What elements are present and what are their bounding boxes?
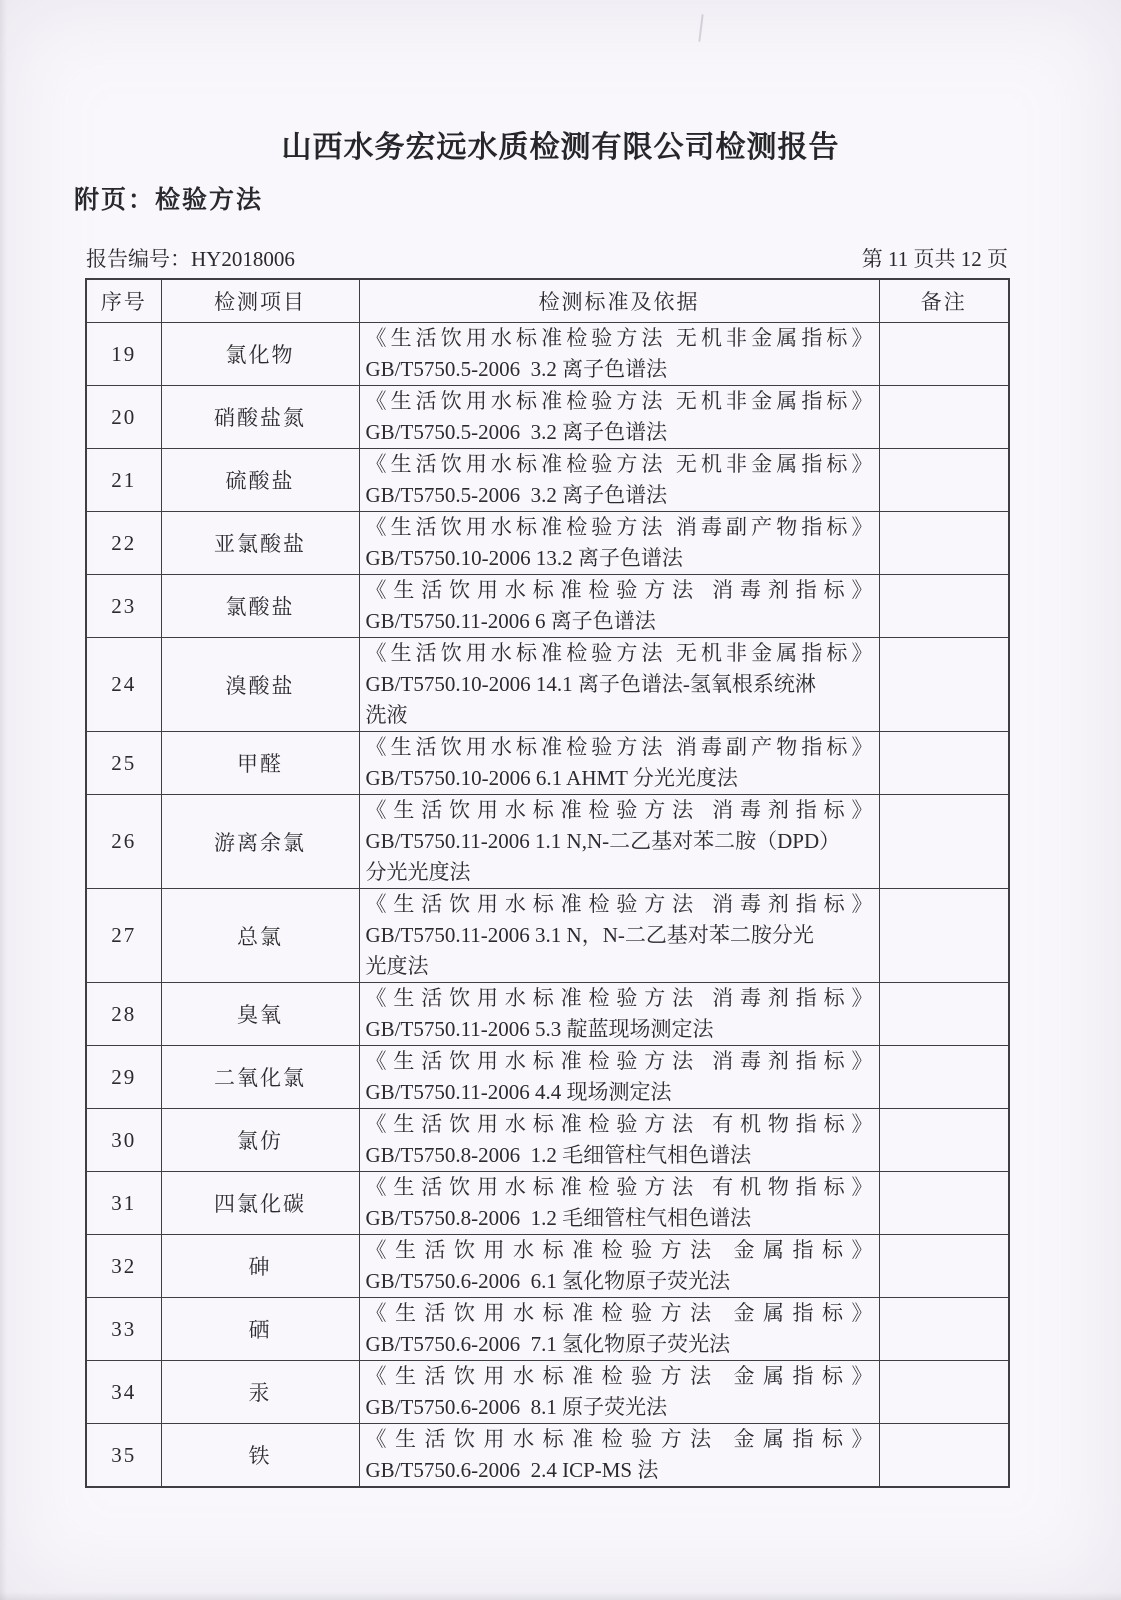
test-item-cell: 氯仿 — [161, 1109, 359, 1172]
standard-cell — [359, 889, 879, 983]
standard-cell — [359, 795, 879, 889]
remark-cell — [879, 1235, 1009, 1298]
table-header-row — [86, 279, 1009, 323]
standard-title-line: 《生活饮用水标准检验方法 消毒剂指标》 — [365, 798, 873, 822]
standard-detail-line: GB/T5750.8-2006 1.2 毛细管柱气相色谱法 — [365, 1206, 752, 1230]
test-item-cell: 甲醛 — [161, 732, 359, 795]
standard-title-line: 《生活饮用水标准检验方法 消毒副产物指标》 — [365, 515, 873, 539]
row-number-cell: 27 — [86, 889, 161, 983]
standard-detail-line: GB/T5750.8-2006 1.2 毛细管柱气相色谱法 — [365, 1143, 752, 1167]
table-row — [86, 638, 1009, 732]
table-row — [86, 1424, 1009, 1488]
appendix-label: 附页：检验方法 — [74, 186, 264, 214]
standard-title-line: 《生活饮用水标准检验方法 消毒剂指标》 — [365, 892, 873, 916]
standard-detail-line: GB/T5750.11-2006 4.4 现场测定法 — [365, 1080, 672, 1104]
standard-cell — [359, 1172, 879, 1235]
remark-cell — [879, 889, 1009, 983]
test-item-cell: 氯化物 — [161, 323, 359, 386]
remark-cell — [879, 449, 1009, 512]
standard-detail-line: GB/T5750.5-2006 3.2 离子色谱法 — [365, 483, 668, 507]
standard-cell — [359, 1235, 879, 1298]
remark-cell — [879, 1424, 1009, 1488]
test-item-cell: 臭氧 — [161, 983, 359, 1046]
standard-detail-line: GB/T5750.6-2006 8.1 原子荧光法 — [365, 1395, 668, 1419]
row-number-cell: 32 — [86, 1235, 161, 1298]
col-header-no: 序号 — [86, 279, 161, 323]
row-number-cell: 33 — [86, 1298, 161, 1361]
remark-cell — [879, 512, 1009, 575]
standard-title-line: 《生活饮用水标准检验方法 金属指标》 — [365, 1238, 873, 1262]
test-item-cell: 游离余氯 — [161, 795, 359, 889]
standard-title-line: 《生活饮用水标准检验方法 消毒剂指标》 — [365, 986, 873, 1010]
scan-artifact — [698, 14, 703, 42]
row-number-cell: 28 — [86, 983, 161, 1046]
test-item-cell: 铁 — [161, 1424, 359, 1488]
test-item-cell: 二氧化氯 — [161, 1046, 359, 1109]
table-row — [86, 386, 1009, 449]
row-number-cell: 21 — [86, 449, 161, 512]
row-number-cell: 30 — [86, 1109, 161, 1172]
standard-cell — [359, 732, 879, 795]
standard-cell — [359, 1424, 879, 1488]
remark-cell — [879, 575, 1009, 638]
standard-detail-line: GB/T5750.11-2006 5.3 靛蓝现场测定法 — [365, 1017, 714, 1041]
methods-table — [85, 278, 1010, 1488]
table-row — [86, 512, 1009, 575]
standard-detail-line: GB/T5750.11-2006 3.1 N，N-二乙基对苯二胺分光 — [365, 923, 814, 947]
standard-detail-line: 洗液 — [365, 703, 408, 727]
standard-title-line: 《生活饮用水标准检验方法 有机物指标》 — [365, 1112, 873, 1136]
test-item-cell: 亚氯酸盐 — [161, 512, 359, 575]
standard-cell — [359, 983, 879, 1046]
remark-cell — [879, 1109, 1009, 1172]
standard-detail-line: GB/T5750.5-2006 3.2 离子色谱法 — [365, 357, 668, 381]
remark-cell — [879, 386, 1009, 449]
standard-detail-line: GB/T5750.6-2006 7.1 氢化物原子荧光法 — [365, 1332, 731, 1356]
row-number-cell: 20 — [86, 386, 161, 449]
scan-edge-shadow-left — [0, 0, 7, 1600]
test-item-cell: 四氯化碳 — [161, 1172, 359, 1235]
standard-title-line: 《生活饮用水标准检验方法 有机物指标》 — [365, 1175, 873, 1199]
standard-cell — [359, 638, 879, 732]
standard-cell — [359, 1046, 879, 1109]
table-row — [86, 575, 1009, 638]
remark-cell — [879, 1361, 1009, 1424]
table-row — [86, 1235, 1009, 1298]
row-number-cell: 35 — [86, 1424, 161, 1488]
table-row — [86, 1109, 1009, 1172]
standard-cell — [359, 386, 879, 449]
row-number-cell: 22 — [86, 512, 161, 575]
row-number-cell: 34 — [86, 1361, 161, 1424]
table-row — [86, 323, 1009, 386]
table-row — [86, 889, 1009, 983]
standard-detail-line: GB/T5750.11-2006 1.1 N,N-二乙基对苯二胺（DPD） — [365, 829, 841, 853]
standard-title-line: 《生活饮用水标准检验方法 金属指标》 — [365, 1427, 873, 1451]
standard-detail-line: 分光光度法 — [365, 860, 471, 884]
standard-title-line: 《生活饮用水标准检验方法 消毒剂指标》 — [365, 1049, 873, 1073]
standard-detail-line: GB/T5750.10-2006 13.2 离子色谱法 — [365, 546, 683, 570]
table-row — [86, 1172, 1009, 1235]
table-row — [86, 1298, 1009, 1361]
row-number-cell: 29 — [86, 1046, 161, 1109]
standard-title-line: 《生活饮用水标准检验方法 无机非金属指标》 — [365, 326, 873, 350]
standard-detail-line: GB/T5750.10-2006 14.1 离子色谱法-氢氧根系统淋 — [365, 672, 816, 696]
standard-title-line: 《生活饮用水标准检验方法 金属指标》 — [365, 1364, 873, 1388]
page-title: 山西水务宏远水质检测有限公司检测报告 — [281, 131, 840, 164]
table-row — [86, 795, 1009, 889]
page-indicator: 第 11 页共 12 页 — [861, 247, 1008, 271]
standard-cell — [359, 512, 879, 575]
table-row — [86, 732, 1009, 795]
meta-row — [86, 243, 1008, 273]
table-row — [86, 1046, 1009, 1109]
remark-cell — [879, 983, 1009, 1046]
standard-detail-line: GB/T5750.10-2006 6.1 AHMT 分光光度法 — [365, 766, 738, 790]
standard-detail-line: GB/T5750.5-2006 3.2 离子色谱法 — [365, 420, 668, 444]
remark-cell — [879, 1046, 1009, 1109]
standard-cell — [359, 323, 879, 386]
col-header-standard: 检测标准及依据 — [359, 279, 879, 323]
col-header-remark: 备注 — [879, 279, 1009, 323]
remark-cell — [879, 323, 1009, 386]
standard-detail-line: GB/T5750.11-2006 6 离子色谱法 — [365, 609, 656, 633]
test-item-cell: 硒 — [161, 1298, 359, 1361]
test-item-cell: 汞 — [161, 1361, 359, 1424]
standard-cell — [359, 1298, 879, 1361]
report-number: 报告编号：HY2018006 — [86, 247, 295, 271]
row-number-cell: 25 — [86, 732, 161, 795]
remark-cell — [879, 795, 1009, 889]
table-row — [86, 983, 1009, 1046]
remark-cell — [879, 732, 1009, 795]
row-number-cell: 24 — [86, 638, 161, 732]
test-item-cell: 溴酸盐 — [161, 638, 359, 732]
standard-title-line: 《生活饮用水标准检验方法 无机非金属指标》 — [365, 452, 873, 476]
remark-cell — [879, 1172, 1009, 1235]
standard-cell — [359, 1109, 879, 1172]
remark-cell — [879, 1298, 1009, 1361]
standard-cell — [359, 575, 879, 638]
standard-title-line: 《生活饮用水标准检验方法 金属指标》 — [365, 1301, 873, 1325]
test-item-cell: 砷 — [161, 1235, 359, 1298]
standard-title-line: 《生活饮用水标准检验方法 无机非金属指标》 — [365, 641, 873, 665]
row-number-cell: 23 — [86, 575, 161, 638]
row-number-cell: 26 — [86, 795, 161, 889]
standard-title-line: 《生活饮用水标准检验方法 消毒副产物指标》 — [365, 735, 873, 759]
table-row — [86, 1361, 1009, 1424]
scan-edge-shadow-bottom — [0, 1592, 1121, 1600]
standard-title-line: 《生活饮用水标准检验方法 无机非金属指标》 — [365, 389, 873, 413]
standard-detail-line: GB/T5750.6-2006 2.4 ICP-MS 法 — [365, 1458, 659, 1482]
test-item-cell: 氯酸盐 — [161, 575, 359, 638]
row-number-cell: 31 — [86, 1172, 161, 1235]
standard-cell — [359, 1361, 879, 1424]
standard-title-line: 《生活饮用水标准检验方法 消毒剂指标》 — [365, 578, 873, 602]
methods-table-body — [86, 323, 1009, 1488]
table-row — [86, 449, 1009, 512]
col-header-item: 检测项目 — [161, 279, 359, 323]
standard-cell — [359, 449, 879, 512]
remark-cell — [879, 638, 1009, 732]
row-number-cell: 19 — [86, 323, 161, 386]
test-item-cell: 硝酸盐氮 — [161, 386, 359, 449]
test-item-cell: 硫酸盐 — [161, 449, 359, 512]
standard-detail-line: 光度法 — [365, 954, 429, 978]
test-item-cell: 总氯 — [161, 889, 359, 983]
standard-detail-line: GB/T5750.6-2006 6.1 氢化物原子荧光法 — [365, 1269, 731, 1293]
